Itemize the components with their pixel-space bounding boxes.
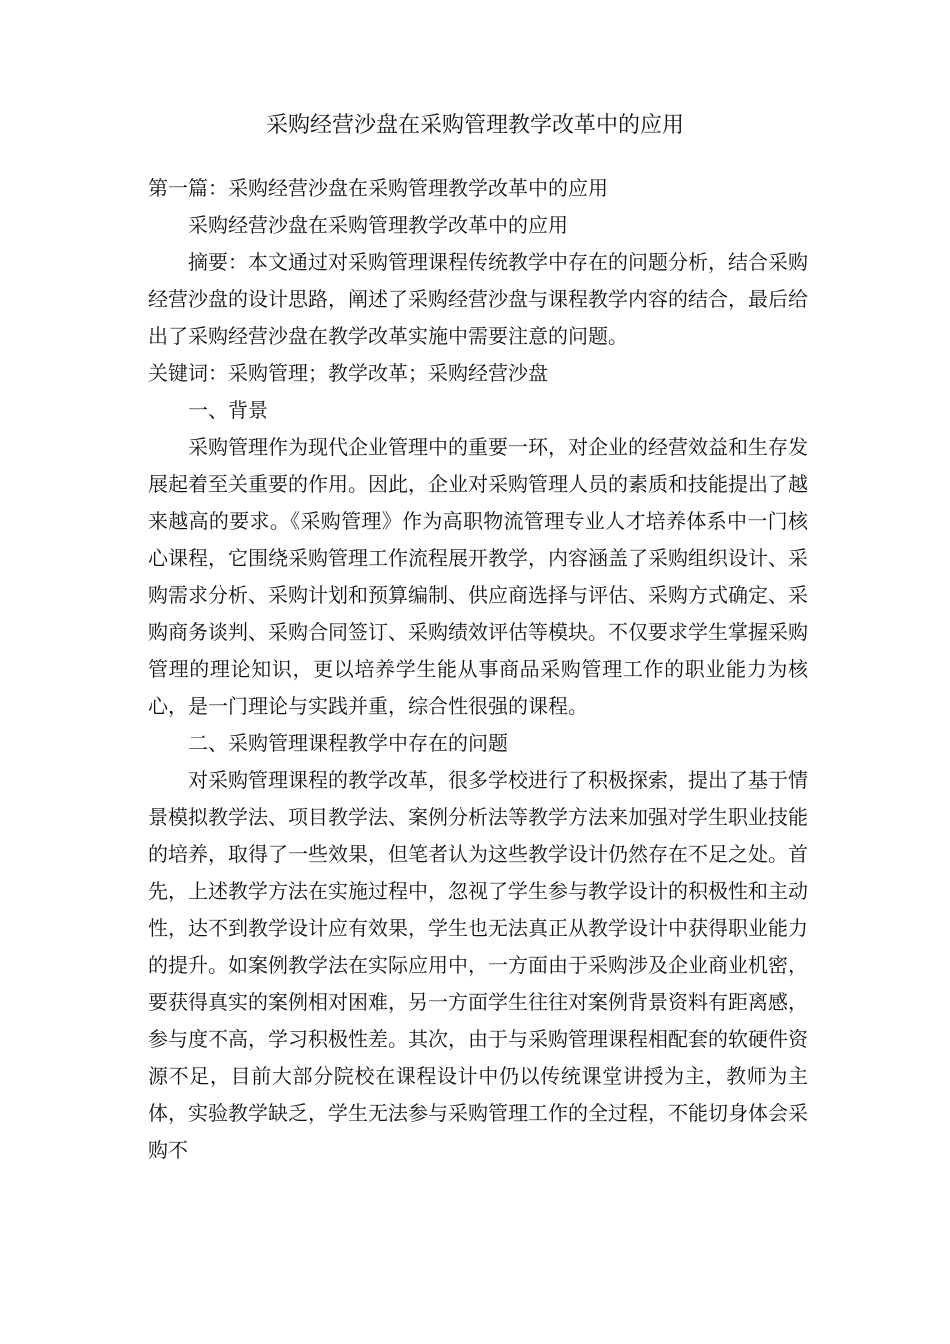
paragraph-part-heading: 第一篇：采购经营沙盘在采购管理教学改革中的应用 xyxy=(148,176,608,200)
document-title: 采购经营沙盘在采购管理教学改革中的应用 xyxy=(265,113,684,138)
section-heading-problems: 二、采购管理课程教学中存在的问题 xyxy=(188,731,508,755)
document-body xyxy=(148,170,808,1169)
paragraph-subtitle: 采购经营沙盘在采购管理教学改革中的应用 xyxy=(188,213,568,237)
section-heading-background: 一、背景 xyxy=(188,398,268,422)
paragraph-abstract: 摘要：本文通过对采购管理课程传统教学中存在的问题分析，结合采购经营沙盘的设计思路，阐述了采购经营沙盘与课程教学内容的结合，最后给出了采购经营沙盘在教学改革实施中需要注意的问题。 xyxy=(148,250,808,348)
paragraph-background: 采购管理作为现代企业管理中的重要一环，对企业的经营效益和生存发展起着至关重要的作用。因此，企业对采购管理人员的素质和技能提出了越来越高的要求。《采购管理》作为高职物流管理专业人才培养体系中一门核心课程，它围绕采购管理工作流程展开教学，内容涵盖了采购组织设计、采购需求分析、采购计划和预算编制、供应商选择与评估、采购方式确定、采购商务谈判、采购合同签订、采购绩效评估等模块。不仅要求学生掌握采购管理的理论知识，更以培养学生能从事商品采购管理工作的职业能力为核心，是一门理论与实践并重，综合性很强的课程。 xyxy=(148,435,808,718)
paragraph-problems: 对采购管理课程的教学改革，很多学校进行了积极探索，提出了基于情景模拟教学法、项目教学法、案例分析法等教学方法来加强对学生职业技能的培养，取得了一些效果，但笔者认为这些教学设计仍然存在不足之处。首先，上述教学方法在实施过程中，忽视了学生参与教学设计的积极性和主动性，达不到教学设计应有效果，学生也无法真正从教学设计中获得职业能力的提升。如案例教学法在实际应用中，一方面由于采购涉及企业商业机密，要获得真实的案例相对困难，另一方面学生往往对案例背景资料有距离感，参与度不高，学习积极性差。其次，由于与采购管理课程相配套的软硬件资源不足，目前大部分院校在课程设计中仍以传统课堂讲授为主，教师为主体，实验教学缺乏，学生无法参与采购管理工作的全过程，不能切身体会采购不 xyxy=(148,768,808,1162)
paragraph-keywords: 关键词：采购管理；教学改革；采购经营沙盘 xyxy=(148,361,548,385)
